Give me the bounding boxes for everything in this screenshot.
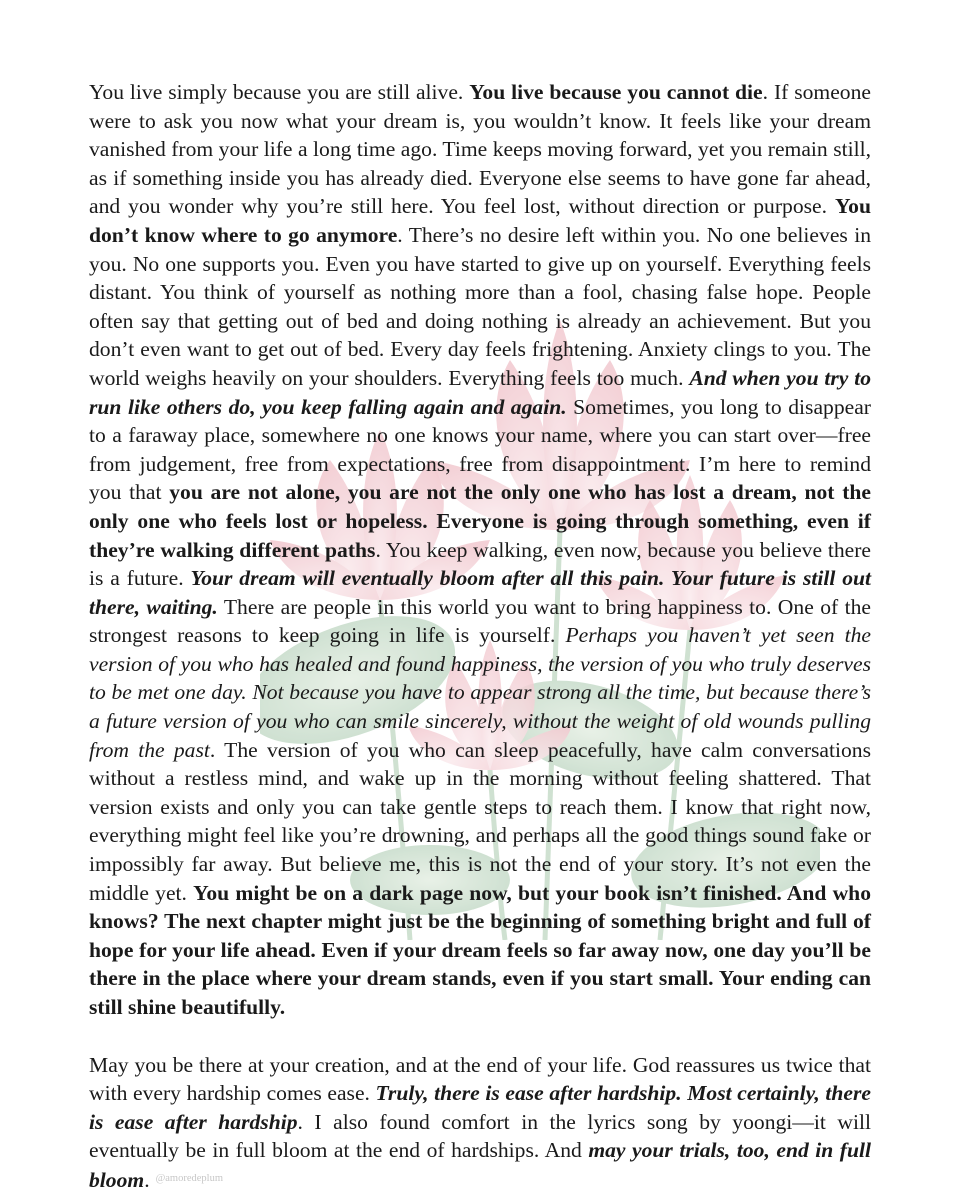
text-run: . I also found comfort in the lyrics song by yoongi—it will eventually be in full bloom at the end of hardships. And	[89, 1109, 871, 1163]
text-run: . The version of you who can sleep peacefully, have calm conversations without a restless mind, and wake up in the morning without feeling shattered. That version exists and only you can take gentle steps to reach them. I know that right now, everything might feel like you’re drowning, and perhaps all the good things sound fake or impossibly far away. But believe me, this is not the end of your story. It’s not even the middle yet.	[89, 737, 872, 905]
text-run: May you be there at your creation, and at the end of your life. God reassures us twice that with every hardship comes ease.	[89, 1052, 871, 1106]
text-run-bold-italic: Your dream will eventually bloom after all this pain. Your future is still out there, waiting.	[89, 566, 871, 619]
text-run: You live simply because you are still alive.	[89, 80, 470, 104]
text-run-bold-italic: And when you try to run like others do, you keep falling again and again.	[89, 365, 871, 419]
text-run: . You keep walking, even now, because you believe there is a future.	[89, 537, 871, 591]
text-run: . If someone were to ask you now what your dream is, you wouldn’t know. It feels like your dream vanished from your life a long time ago. Time keeps moving forward, yet you remain still, as if something inside you has already died. Everyone else seems to have gone far ahead, and you wonder why you’re still here. You feel lost, without direction or purpose.	[89, 80, 871, 219]
text-run-bold: You don’t know where to go anymore	[89, 194, 871, 247]
watermark-handle: @amoredeplum	[155, 1172, 223, 1184]
text-run-bold-italic: Truly, there is ease after hardship. Most certainly, there is ease after hardship	[89, 1081, 871, 1134]
text-run-bold: You might be on a dark page now, but your book isn’t finished. And who knows? The next chapter might just be the beginning of something bright and full of hope for your life ahead. Even if your dream feels so far away now, one day you’ll be there in the place where your dream stands, even if you start small. Your ending can still shine beautifully.	[89, 880, 871, 1019]
text-page	[89, 78, 871, 1195]
text-run-italic: Perhaps you haven’t yet seen the version of you who has healed and found happiness, the version of you who truly deserves to be met one day. Not because you have to appear strong all the time, but because there’s a future version of you who can smile sincerely, without the weight of old wounds pulling from the past	[89, 623, 871, 762]
text-run-bold-italic: may your trials, too, end in full bloom	[89, 1138, 871, 1192]
paragraph-closing	[89, 1051, 871, 1195]
paragraph-main	[89, 78, 871, 1022]
text-run: .	[144, 1167, 150, 1192]
text-run: Sometimes, you long to disappear to a faraway place, somewhere no one knows your name, where you can start over—free from judgement, free from expectations, free from disappointment. I’m here to remind you that	[89, 394, 871, 505]
text-run-bold: You live because you cannot die	[469, 80, 763, 104]
text-run: There are people in this world you want to bring happiness to. One of the strongest reasons to keep going in life is yourself.	[89, 594, 872, 648]
text-run: . There’s no desire left within you. No one believes in you. No one supports you. Even you have started to give up on yourself. Everything feels distant. You think of yourself as nothing more than a fool, chasing false hope. People often say that getting out of bed and doing nothing is already an achievement. But you don’t even want to get out of bed. Every day feels frightening. Anxiety clings to you. The world weighs heavily on your shoulders. Everything feels too much.	[89, 222, 871, 390]
text-run-bold: you are not alone, you are not the only one who has lost a dream, not the only one who feels lost or hopeless. Everyone is going through something, even if they’re walking different paths	[89, 480, 871, 562]
